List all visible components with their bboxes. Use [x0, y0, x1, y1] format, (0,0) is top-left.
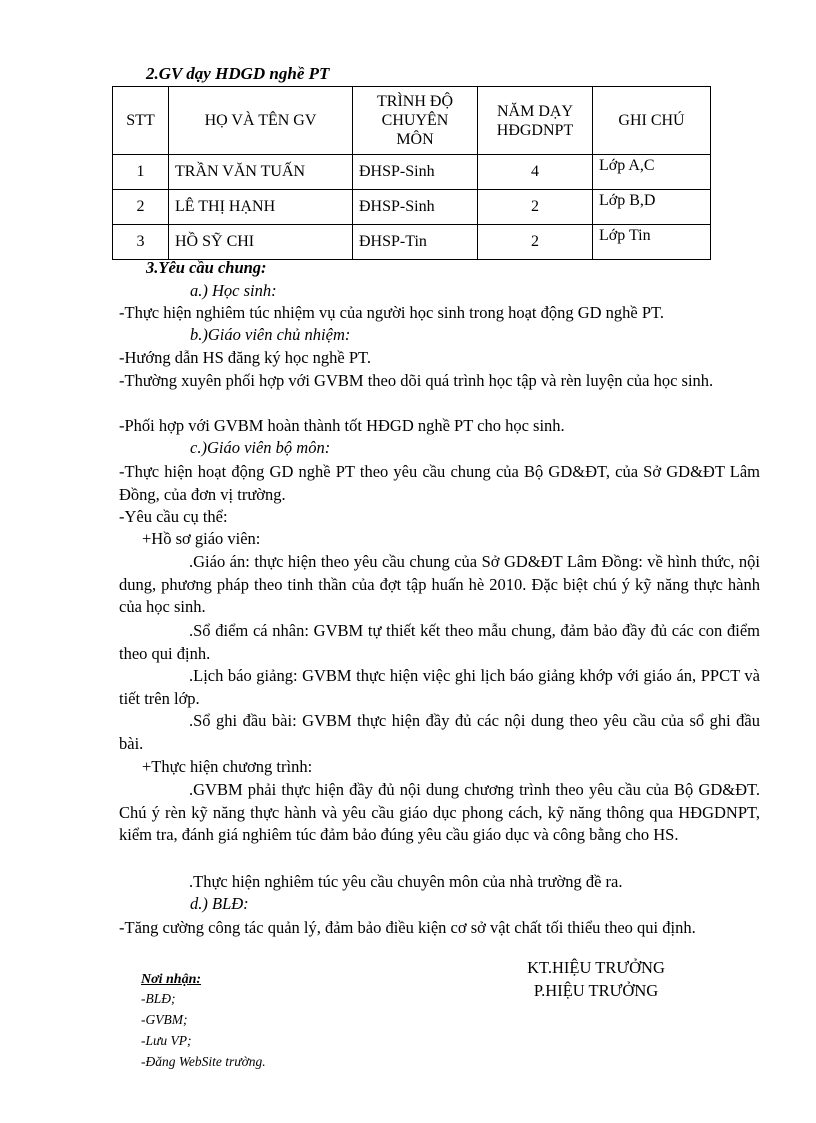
header-note: GHI CHÚ: [593, 87, 711, 155]
recipient-item: -Đăng WebSite trường.: [141, 1054, 266, 1069]
table-header-row: [113, 87, 711, 155]
cell-note: Lớp A,C: [593, 155, 711, 190]
recipients-title: Nơi nhận:: [141, 972, 202, 987]
paragraph-nghiem-tuc: .Thực hiện nghiêm túc yêu cầu chuyên môn của nhà trường đề ra.: [189, 872, 623, 891]
cell-note: Lớp Tin: [593, 225, 711, 260]
subsection-c-hoso: +Hồ sơ giáo viên:: [142, 529, 261, 548]
sign-title-line2: P.HIỆU TRƯỞNG: [533, 981, 659, 1000]
subsection-d-text: -Tăng cường công tác quản lý, đảm bảo điều kiện cơ sở vật chất tối thiểu theo qui định.: [119, 918, 696, 937]
cell-note: Lớp B,D: [593, 190, 711, 225]
paragraph-so-ghi-dau-bai: .Sổ ghi đầu bài: GVBM thực hiện đầy đủ các nội dung theo yêu cầu của sổ ghi đầu bài.: [119, 711, 760, 753]
paragraph-so-diem: .Sổ điểm cá nhân: GVBM tự thiết kết theo mẫu chung, đảm bảo đầy đủ các con điểm theo qui định.: [119, 621, 760, 663]
recipient-item: -Lưu VP;: [141, 1033, 192, 1048]
header-stt: STT: [113, 87, 169, 155]
table-row: [113, 190, 711, 225]
cell-stt: 1: [113, 155, 169, 190]
section-3-title: 3.Yêu cầu chung:: [146, 258, 267, 277]
cell-stt: 2: [113, 190, 169, 225]
header-years-line2: HĐGDNPT: [496, 121, 574, 139]
paragraph-giao-an: .Giáo án: thực hiện theo yêu cầu chung của Sở GD&ĐT Lâm Đồng: về hình thức, nội dung, phương pháp theo tinh thần của đợt tập huấn hè 2010. Đặc biệt chú ý kỹ năng thực hành của học sinh.: [119, 552, 760, 616]
subsection-a-title: a.) Học sinh:: [190, 281, 277, 300]
subsection-c-line1: -Thực hiện hoạt động GD nghề PT theo yêu cầu chung của Bộ GD&ĐT, của Sở GD&ĐT Lâm Đồng, của đơn vị trường.: [119, 462, 760, 504]
subsection-b-line3: -Phối hợp với GVBM hoàn thành tốt HĐGD nghề PT cho học sinh.: [119, 416, 565, 435]
cell-years: 4: [478, 155, 593, 190]
header-name: HỌ VÀ TÊN GV: [169, 87, 353, 155]
subsection-c-line2: -Yêu cầu cụ thể:: [119, 507, 228, 526]
cell-name: LÊ THỊ HẠNH: [169, 190, 353, 225]
cell-name: TRẦN VĂN TUẤN: [169, 155, 353, 190]
paragraph-lich-bao-giang: .Lịch báo giảng: GVBM thực hiện việc ghi lịch báo giảng khớp với giáo án, PPCT và tiết trên lớp.: [119, 666, 760, 708]
subsection-c-title: c.)Giáo viên bộ môn:: [190, 438, 331, 457]
subsection-b-line2: -Thường xuyên phối hợp với GVBM theo dõi quá trình học tập và rèn luyện của học sinh.: [119, 371, 714, 390]
paragraph-gvbm: .GVBM phải thực hiện đầy đủ nội dung chương trình theo yêu cầu của Bộ GD&ĐT. Chú ý rèn kỹ năng thực hành và yêu cầu giáo dục phong cách, kỹ năng thông qua HĐGDNPT, kiểm tra, đánh giá nghiêm túc đảm bảo đúng yêu cầu giáo dục và công bằng cho HS.: [119, 780, 760, 844]
header-level: [353, 87, 478, 155]
subsection-d-title: d.) BLĐ:: [190, 894, 249, 913]
section-2-title: 2.GV dạy HDGD nghề PT: [146, 64, 330, 83]
cell-level: ĐHSP-Tin: [353, 225, 478, 260]
recipient-item: -GVBM;: [141, 1012, 188, 1027]
header-level-line1: TRÌNH ĐỘ: [377, 93, 453, 110]
cell-years: 2: [478, 190, 593, 225]
teacher-table: [112, 86, 711, 260]
header-years-line1: NĂM DẠY: [497, 102, 573, 120]
cell-years: 2: [478, 225, 593, 260]
table-row: [113, 155, 711, 190]
subsection-a-text: -Thực hiện nghiêm túc nhiệm vụ của người học sinh trong hoạt động GD nghề PT.: [119, 303, 665, 322]
cell-name: HỒ SỸ CHI: [169, 225, 353, 260]
subsection-b-title: b.)Giáo viên chủ nhiệm:: [190, 325, 351, 344]
cell-stt: 3: [113, 225, 169, 260]
header-level-line3: MÔN: [396, 131, 434, 148]
subsection-b-line1: -Hướng dẫn HS đăng ký học nghề PT.: [119, 348, 371, 367]
sign-title-line1: KT.HIỆU TRƯỞNG: [527, 958, 665, 977]
recipient-item: -BLĐ;: [141, 991, 176, 1006]
header-years: [478, 87, 593, 155]
subsection-c-thuc-hien: +Thực hiện chương trình:: [142, 757, 313, 776]
table-row: [113, 225, 711, 260]
cell-level: ĐHSP-Sinh: [353, 155, 478, 190]
header-level-line2: CHUYÊN: [381, 112, 449, 129]
cell-level: ĐHSP-Sinh: [353, 190, 478, 225]
